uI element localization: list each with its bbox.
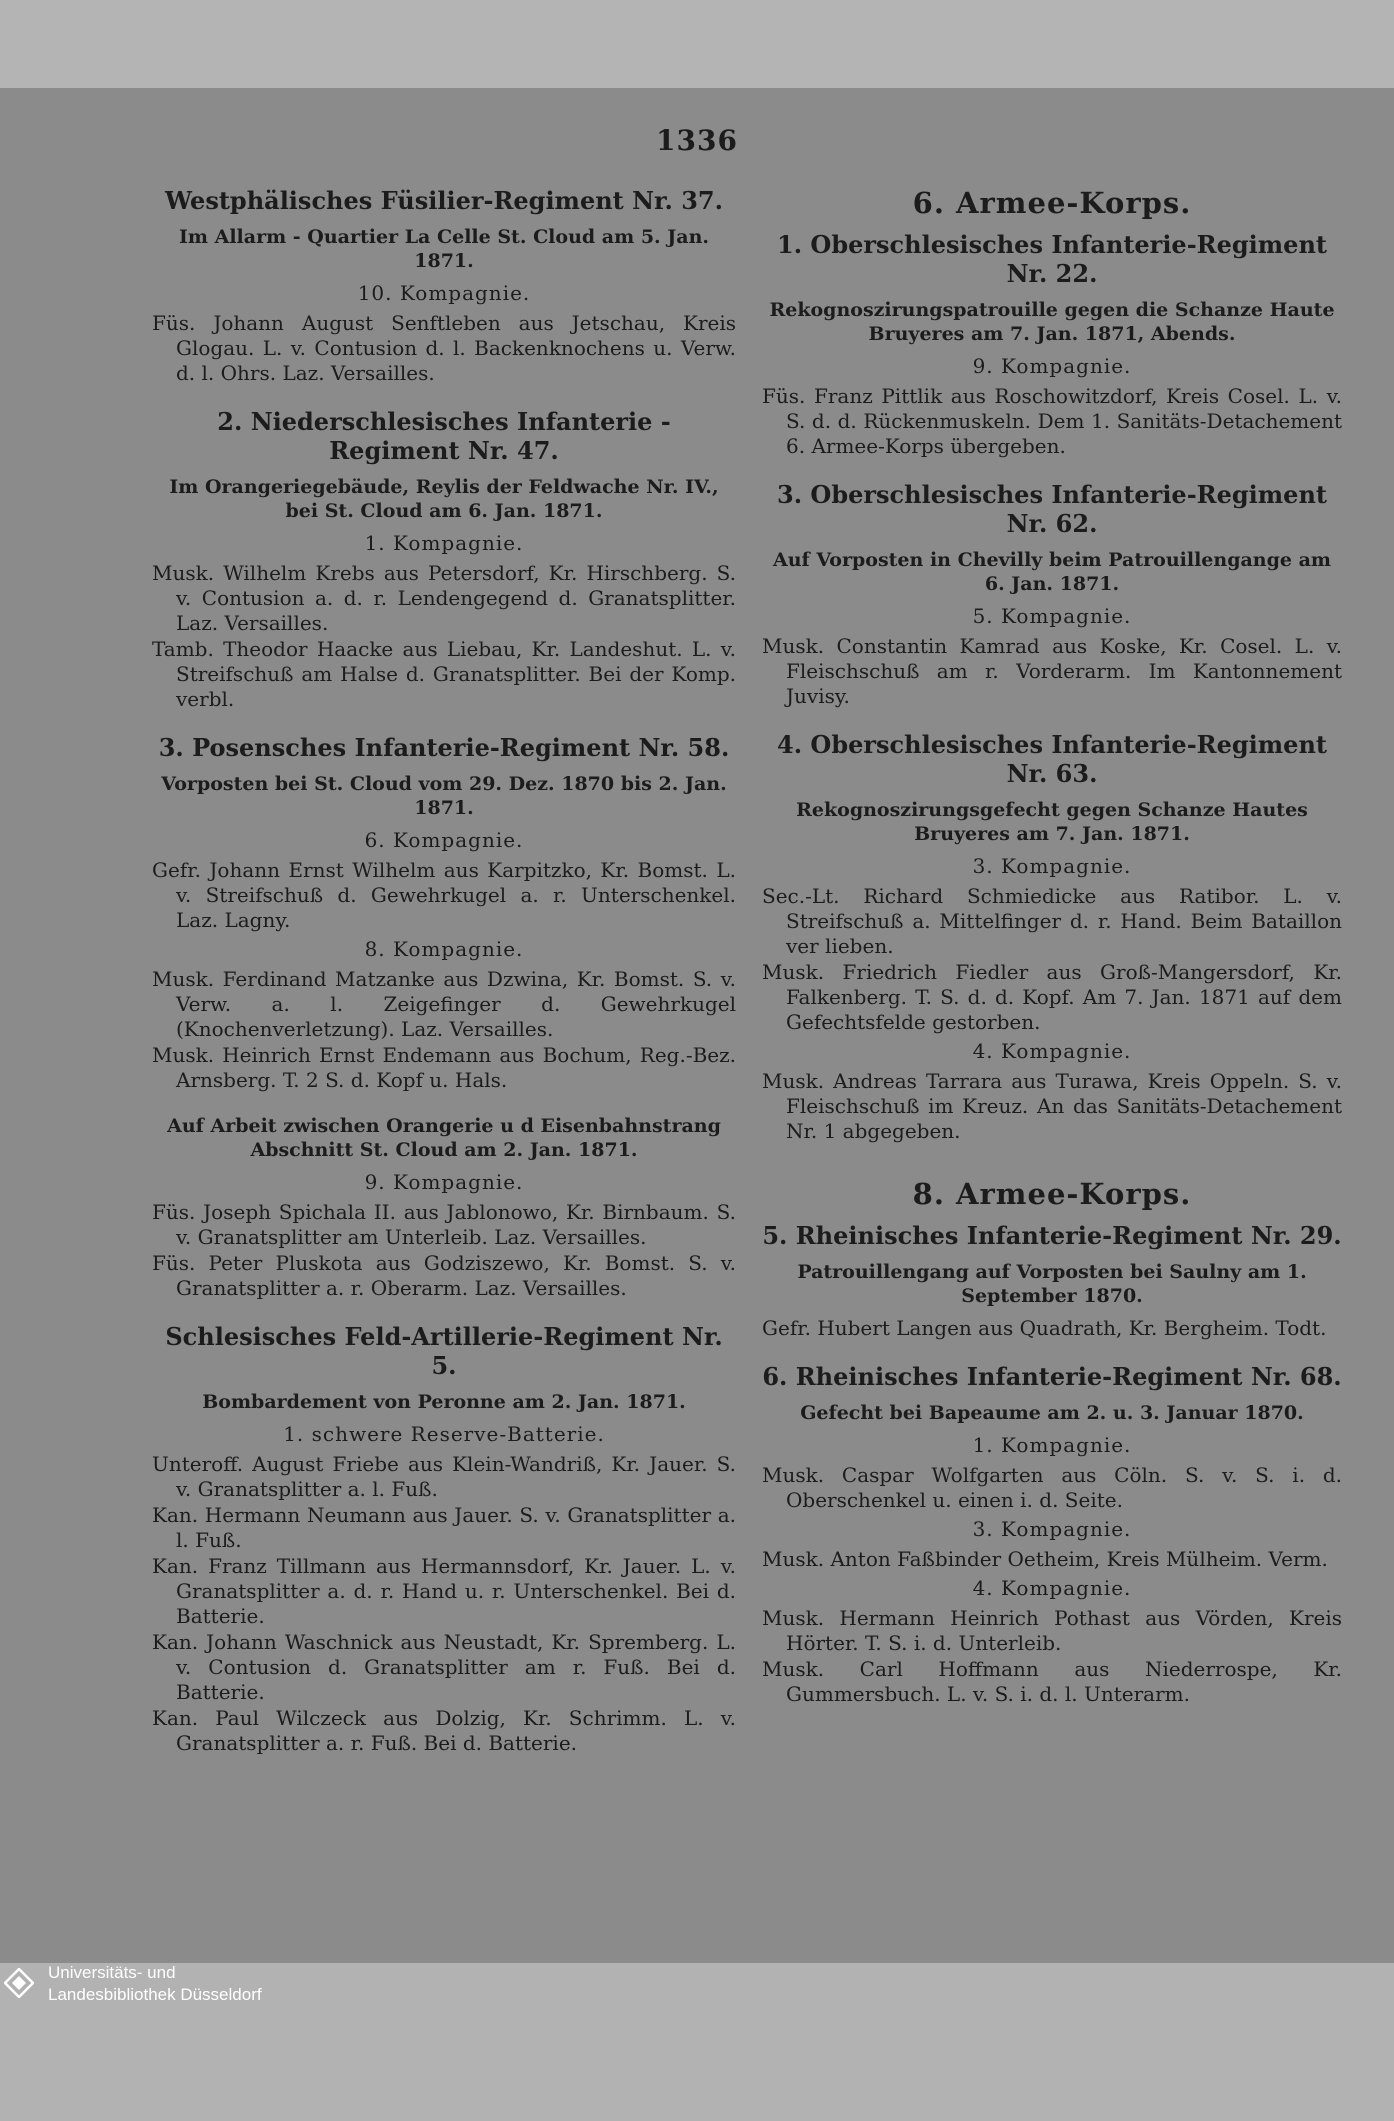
event-heading: Im Allarm - Quartier La Celle St. Cloud am 5. Jan. 1871. (178, 226, 709, 272)
regiment-heading: 2. Niederschlesisches Infanterie - Regiment Nr. 47. (217, 407, 671, 465)
event-heading: Gefecht bei Bapeaume am 2. u. 3. Januar 1870. (800, 1402, 1304, 1424)
event-heading: Bombardement von Peronne am 2. Jan. 1871. (202, 1391, 686, 1413)
page-number: 1336 (656, 124, 738, 157)
casualty-entry: Musk. Ferdinand Matzanke aus Dzwina, Kr. Bomst. S. v. Verw. a. l. Zeigefinger d. Gewehrkugel (Knochenverletzung). Laz. Versailles. (152, 967, 736, 1041)
regiment-heading: Schlesisches Feld-Artillerie-Regiment Nr. 5. (165, 1322, 723, 1380)
casualty-entry: Musk. Heinrich Ernst Endemann aus Bochum, Reg.-Bez. Arnsberg. T. 2 S. d. Kopf u. Hals. (152, 1043, 736, 1092)
company-heading: 4. Kompagnie. (972, 1576, 1132, 1600)
casualty-entry: Musk. Caspar Wolfgarten aus Cöln. S. v. S. i. d. Oberschenkel u. einen i. d. Seite. (762, 1463, 1342, 1512)
regiment-heading: 3. Oberschlesisches Infanterie-Regiment Nr. 62. (777, 480, 1327, 538)
regiment-heading: 1. Oberschlesisches Infanterie-Regiment Nr. 22. (777, 230, 1327, 288)
company-heading: 3. Kompagnie. (972, 1517, 1132, 1541)
regiment-heading: Westphälisches Füsilier-Regiment Nr. 37. (165, 186, 723, 215)
library-logo-icon (4, 1968, 34, 1998)
casualty-entry: Füs. Joseph Spichala II. aus Jablonowo, Kr. Birnbaum. S. v. Granatsplitter am Unterleib. Laz. Versailles. (152, 1200, 736, 1249)
army-corps-heading: 6. Armee-Korps. (912, 186, 1192, 220)
right-column (762, 184, 1342, 1708)
company-heading: 6. Kompagnie. (364, 828, 524, 852)
library-credit (48, 1962, 262, 2006)
casualty-entry: Musk. Constantin Kamrad aus Koske, Kr. Cosel. L. v. Fleischschuß am r. Vorderarm. Im Kantonnement Juvisy. (762, 634, 1342, 708)
top-bar (0, 0, 1394, 88)
left-column (152, 184, 736, 1757)
event-heading: Auf Arbeit zwischen Orangerie u d Eisenbahnstrang Abschnitt St. Cloud am 2. Jan. 1871. (167, 1115, 721, 1161)
casualty-entry: Kan. Paul Wilczeck aus Dolzig, Kr. Schrimm. L. v. Granatsplitter a. r. Fuß. Bei d. Batterie. (152, 1706, 736, 1755)
casualty-entry: Musk. Carl Hoffmann aus Niederrospe, Kr. Gummersbuch. L. v. S. i. d. l. Unterarm. (762, 1657, 1342, 1706)
casualty-entry: Gefr. Hubert Langen aus Quadrath, Kr. Bergheim. Todt. (762, 1316, 1327, 1340)
event-heading: Rekognoszirungspatrouille gegen die Schanze Haute Bruyeres am 7. Jan. 1871, Abends. (769, 299, 1335, 345)
casualty-entry: Musk. Andreas Tarrara aus Turawa, Kreis Oppeln. S. v. Fleischschuß im Kreuz. An das Sanitäts-Detachement Nr. 1 abgegeben. (762, 1069, 1342, 1143)
event-heading: Im Orangeriegebäude, Reylis der Feldwache Nr. IV., bei St. Cloud am 6. Jan. 1871. (169, 476, 719, 522)
company-heading: 1. schwere Reserve-Batterie. (283, 1422, 605, 1446)
casualty-entry: Musk. Wilhelm Krebs aus Petersdorf, Kr. Hirschberg. S. v. Contusion a. d. r. Lendengegend d. Granatsplitter. Laz. Versailles. (152, 561, 736, 635)
company-heading: 10. Kompagnie. (357, 281, 531, 305)
library-name-line2: Landesbibliothek Düsseldorf (48, 1985, 262, 2004)
casualty-entry: Kan. Franz Tillmann aus Hermannsdorf, Kr. Jauer. L. v. Granatsplitter a. d. r. Hand u. r. Unterschenkel. Bei d. Batterie. (152, 1554, 736, 1628)
casualty-entry: Kan. Johann Waschnick aus Neustadt, Kr. Spremberg. L. v. Contusion d. Granatsplitter am r. Fuß. Bei d. Batterie. (152, 1630, 736, 1704)
casualty-entry: Gefr. Johann Ernst Wilhelm aus Karpitzko, Kr. Bomst. L. v. Streifschuß d. Gewehrkugel a. r. Unterschenkel. Laz. Lagny. (152, 858, 736, 932)
company-heading: 3. Kompagnie. (972, 854, 1132, 878)
casualty-entry: Füs. Peter Pluskota aus Godziszewo, Kr. Bomst. S. v. Granatsplitter a. r. Oberarm. Laz. Versailles. (152, 1251, 736, 1300)
company-heading: 1. Kompagnie. (364, 531, 524, 555)
casualty-entry: Musk. Hermann Heinrich Pothast aus Vörden, Kreis Hörter. T. S. i. d. Unterleib. (762, 1606, 1342, 1655)
regiment-heading: 5. Rheinisches Infanterie-Regiment Nr. 29. (762, 1221, 1342, 1250)
casualty-entry: Unteroff. August Friebe aus Klein-Wandriß, Kr. Jauer. S. v. Granatsplitter a. l. Fuß. (152, 1452, 736, 1501)
event-heading: Rekognoszirungsgefecht gegen Schanze Hautes Bruyeres am 7. Jan. 1871. (796, 799, 1308, 845)
regiment-heading: 6. Rheinisches Infanterie-Regiment Nr. 68. (762, 1362, 1342, 1391)
company-heading: 9. Kompagnie. (364, 1170, 524, 1194)
company-heading: 1. Kompagnie. (972, 1433, 1132, 1457)
company-heading: 5. Kompagnie. (972, 604, 1132, 628)
casualty-entry: Kan. Hermann Neumann aus Jauer. S. v. Granatsplitter a. l. Fuß. (152, 1503, 736, 1552)
army-corps-heading: 8. Armee-Korps. (912, 1177, 1192, 1211)
regiment-heading: 4. Oberschlesisches Infanterie-Regiment Nr. 63. (777, 730, 1327, 788)
casualty-entry: Füs. Johann August Senftleben aus Jetschau, Kreis Glogau. L. v. Contusion d. l. Backenknochens u. Verw. d. l. Ohrs. Laz. Versailles. (152, 311, 736, 385)
scanned-page (0, 88, 1394, 1963)
company-heading: 4. Kompagnie. (972, 1039, 1132, 1063)
casualty-entry: Füs. Franz Pittlik aus Roschowitzdorf, Kreis Cosel. L. v. S. d. d. Rückenmuskeln. Dem 1. Sanitäts-Detachement 6. Armee-Korps übergeben. (762, 384, 1342, 458)
casualty-entry: Musk. Anton Faßbinder Oetheim, Kreis Mülheim. Verm. (762, 1547, 1328, 1571)
company-heading: 9. Kompagnie. (972, 354, 1132, 378)
event-heading: Vorposten bei St. Cloud vom 29. Dez. 1870 bis 2. Jan. 1871. (161, 773, 727, 819)
casualty-entry: Musk. Friedrich Fiedler aus Groß-Mangersdorf, Kr. Falkenberg. T. S. d. d. Kopf. Am 7. Jan. 1871 auf dem Gefechtsfelde gestorben. (762, 960, 1342, 1034)
company-heading: 8. Kompagnie. (364, 937, 524, 961)
event-heading: Patrouillengang auf Vorposten bei Saulny am 1. September 1870. (797, 1261, 1307, 1307)
regiment-heading: 3. Posensches Infanterie-Regiment Nr. 58. (158, 733, 730, 762)
casualty-entry: Sec.-Lt. Richard Schmiedicke aus Ratibor. L. v. Streifschuß a. Mittelfinger d. r. Hand. Beim Bataillon ver lieben. (762, 884, 1342, 958)
library-name-line1: Universitäts- und (48, 1963, 176, 1982)
event-heading: Auf Vorposten in Chevilly beim Patrouillengange am 6. Jan. 1871. (772, 549, 1332, 595)
casualty-entry: Tamb. Theodor Haacke aus Liebau, Kr. Landeshut. L. v. Streifschuß am Halse d. Granatsplitter. Bei der Komp. verbl. (152, 637, 736, 711)
